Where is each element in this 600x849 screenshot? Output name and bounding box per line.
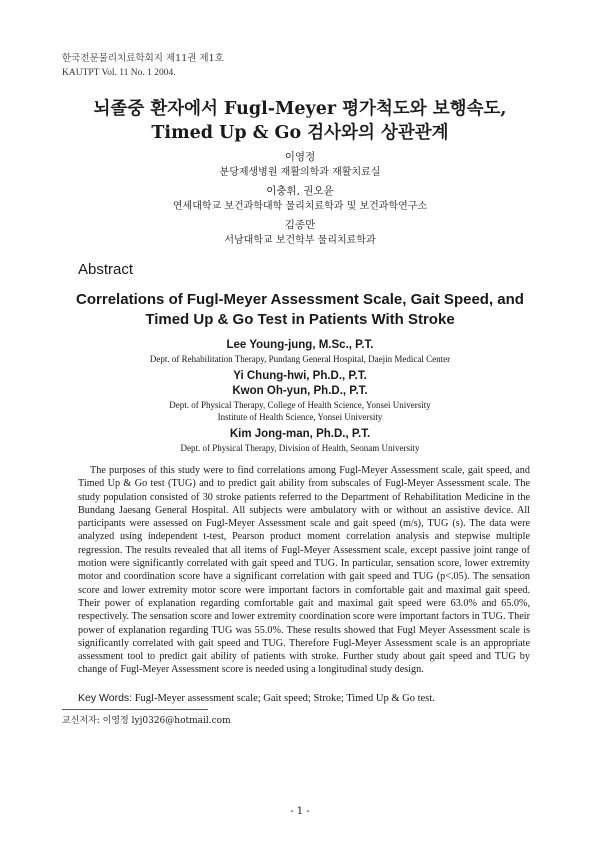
page-number: - 1 - (290, 806, 310, 817)
english-author-block (0, 338, 600, 454)
english-author-affiliation: Dept. of Rehabilitation Therapy, Pundang General Hospital, Daejin Medical Center (149, 354, 451, 364)
english-author-affiliation: Institute of Health Science, Yonsei University (217, 412, 383, 422)
keywords-text: Fugl-Meyer assessment scale; Gait speed; Stroke; Timed Up & Go test. (132, 693, 435, 704)
korean-author-block (0, 150, 600, 248)
english-author-name: Lee Young-jung, M.Sc., P.T. (226, 339, 374, 351)
journal-line-english: KAUTPT Vol. 11 No. 1 2004. (62, 68, 176, 78)
english-author-name: Kim Jong-man, Ph.D., P.T. (229, 428, 371, 440)
corresponding-author-footnote: 교신저자: 이영정 lyj0326@hotmail.com (62, 716, 231, 726)
korean-title (0, 97, 600, 145)
korean-author-name: 이충휘, 권오윤 (266, 185, 334, 197)
korean-author-name: 김종만 (284, 219, 316, 231)
footnote-divider (62, 709, 208, 710)
korean-author-affiliation: 서남대학교 보건학부 물리치료학과 (224, 235, 376, 246)
english-author-name: Kwon Oh-yun, Ph.D., P.T. (232, 385, 368, 397)
keywords-label: Key Words: (78, 692, 133, 704)
journal-line-korean: 한국전문물리치료학회지 제11권 제1호 (62, 53, 224, 64)
korean-author-affiliation: 분당제생병원 재활의학과 재활치료실 (219, 167, 381, 178)
korean-title-line-1: 뇌졸중 환자에서 Fugl-Meyer 평가척도와 보행속도, (93, 99, 507, 119)
english-author-affiliation: Dept. of Physical Therapy, College of Health Science, Yonsei University (169, 400, 431, 410)
korean-author-name: 이영정 (284, 151, 316, 163)
english-author-affiliation: Dept. of Physical Therapy, Division of Health, Seonam University (180, 443, 420, 453)
english-title (0, 290, 600, 330)
english-title-line-2: Timed Up & Go Test in Patients With Stroke (145, 311, 455, 328)
keywords-line (78, 692, 435, 704)
korean-author-affiliation: 연세대학교 보건과학대학 물리치료학과 및 보건과학연구소 (172, 201, 428, 212)
korean-title-line-2: Timed Up & Go 검사와의 상관관계 (151, 123, 449, 143)
journal-header (62, 52, 224, 80)
abstract-body: The purposes of this study were to find correlations among Fugl-Meyer Assessment scale, gait speed, and Timed Up & Go test (TUG) and to predict gait ability from subscales of Fugl-Meyer Assessment scale. The study population consisted of 30 stroke patients referred to the Department of Rehabilitation Medicine in the Bundang Jaesang General Hospital. All subjects were ambulatory with or without an assistive device. All participants were assessed on Fugl-Meyer Assessment scale and gait speed (m/s), TUG (s). The data were analyzed using independent t-test, Pearson product moment correlation analysis and stepwise multiple regression. The results revealed that all items of Fugl-Meyer Assessment scale, except passive joint range of motion were significantly correlated with gait speed and TUG. In particular, sensation score, lower extremity motor and coordination score have a significant correlation with gait speed and TUG (p<.05). The sensation score and lower extremity motor score were important factors in comfortable gait and maximal gait speed. Their power of explanation regarding comfortable gait and maximal gait speed were 63.0% and 65.0%, respectively. The sensation score and lower extremity coordination score were important factors in TUG. Their power of explanation regarding TUG was 55.0%. These results showed that Fugl Meyer Assessment scale is significantly correlated with gait speed and TUG. Therefore Fugl-Meyer Assessment scale is an appropriate assessment tool to predict gait ability of patients with stroke. Further study about gait speed and TUG by change of Fugl-Meyer Assessment score is needed using a longitudinal study design. (78, 465, 530, 676)
abstract-heading: Abstract (78, 261, 134, 278)
english-author-name: Yi Chung-hwi, Ph.D., P.T. (233, 370, 367, 382)
english-title-line-1: Correlations of Fugl-Meyer Assessment Scale, Gait Speed, and (76, 291, 524, 308)
